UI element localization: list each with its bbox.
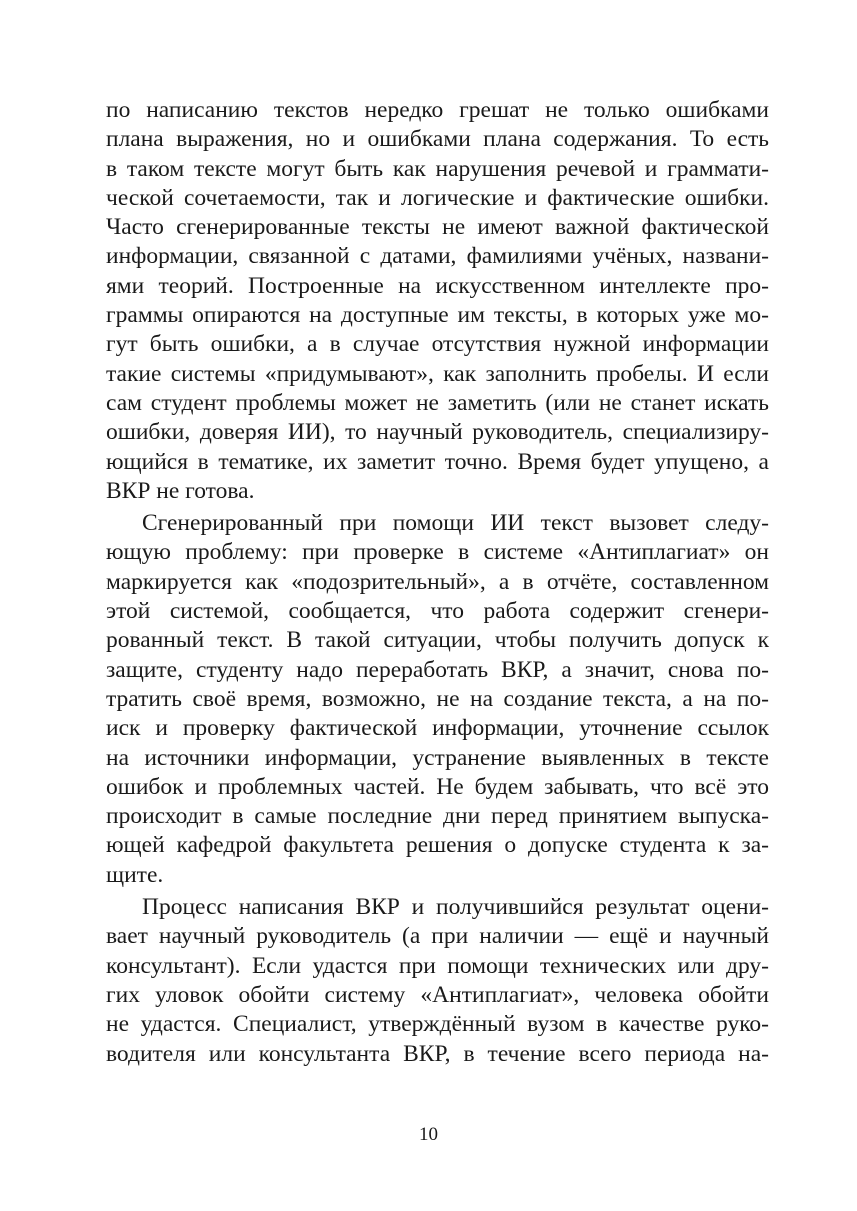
text-line: иск и проверку фактической информации, уточнение ссылок xyxy=(106,715,769,742)
text-line: ошибки, доверяя ИИ), то научный руководитель, специализиру- xyxy=(106,419,769,446)
text-line: информации, связанной с датами, фамилиями учёных, названи- xyxy=(106,243,769,270)
text-line: тратить своё время, возможно, не на создание текста, а на по- xyxy=(106,685,769,712)
text-line: ющийся в тематике, их заметит точно. Время будет упущено, а xyxy=(106,448,769,475)
text-line: ющую проблему: при проверке в системе «Антиплагиат» он xyxy=(106,539,769,566)
text-line: ями теорий. Построенные на искусственном интеллекте про- xyxy=(106,272,769,299)
paragraph-2 xyxy=(106,509,769,890)
text-line: ВКР не готова. xyxy=(106,477,255,504)
text-line: по написанию текстов нередко грешат не только ошибками xyxy=(106,97,769,123)
text-line: щите. xyxy=(106,861,164,888)
page-number: 10 xyxy=(419,1124,438,1145)
text-line: маркируется как «подозрительный», а в отчёте, составленном xyxy=(106,568,769,595)
text-line: защите, студенту надо переработать ВКР, а значит, снова по- xyxy=(106,656,769,683)
text-line: консультант). Если удастся при помощи технических или дру- xyxy=(106,952,769,979)
text-line: водителя или консультанта ВКР, в течение всего периода на- xyxy=(106,1040,769,1067)
text-line: Часто сгенерированные тексты не имеют важной фактической xyxy=(106,214,769,241)
text-line: происходит в самые последние дни перед принятием выпуска- xyxy=(106,803,769,830)
text-line: гут быть ошибки, а в случае отсутствия нужной информации xyxy=(106,331,769,358)
text-line: этой системой, сообщается, что работа содержит сгенери- xyxy=(106,598,769,625)
text-line: сам студент проблемы может не заметить (или не станет искать xyxy=(106,389,769,416)
text-line: ошибок и проблемных частей. Не будем забывать, что всё это xyxy=(106,773,769,800)
text-line: плана выражения, но и ошибками плана содержания. То есть xyxy=(106,126,769,153)
text-line: такие системы «придумывают», как заполнить пробелы. И если xyxy=(106,360,769,387)
text-line: на источники информации, устранение выявленных в тексте xyxy=(106,744,769,771)
text-line: ющей кафедрой факультета решения о допуске студента к за- xyxy=(106,832,769,859)
text-line: ческой сочетаемости, так и логические и фактические ошибки. xyxy=(106,184,769,211)
paragraph-3 xyxy=(106,893,769,1069)
text-line: граммы опираются на доступные им тексты, в которых уже мо- xyxy=(106,302,769,329)
text-line: гих уловок обойти систему «Антиплагиат», человека обойти xyxy=(106,981,769,1008)
text-line: не удастся. Специалист, утверждённый вузом в качестве руко- xyxy=(106,1011,769,1038)
page-body xyxy=(106,96,769,1072)
paragraph-1 xyxy=(106,96,769,506)
text-line: Сгенерированный при помощи ИИ текст вызовет следу- xyxy=(142,510,769,537)
text-line: вает научный руководитель (а при наличии — ещё и научный xyxy=(106,923,769,950)
text-line: Процесс написания ВКР и получившийся результат оцени- xyxy=(142,894,769,921)
text-line: рованный текст. В такой ситуации, чтобы получить допуск к xyxy=(106,627,769,654)
text-line: в таком тексте могут быть как нарушения речевой и граммати- xyxy=(106,155,769,182)
